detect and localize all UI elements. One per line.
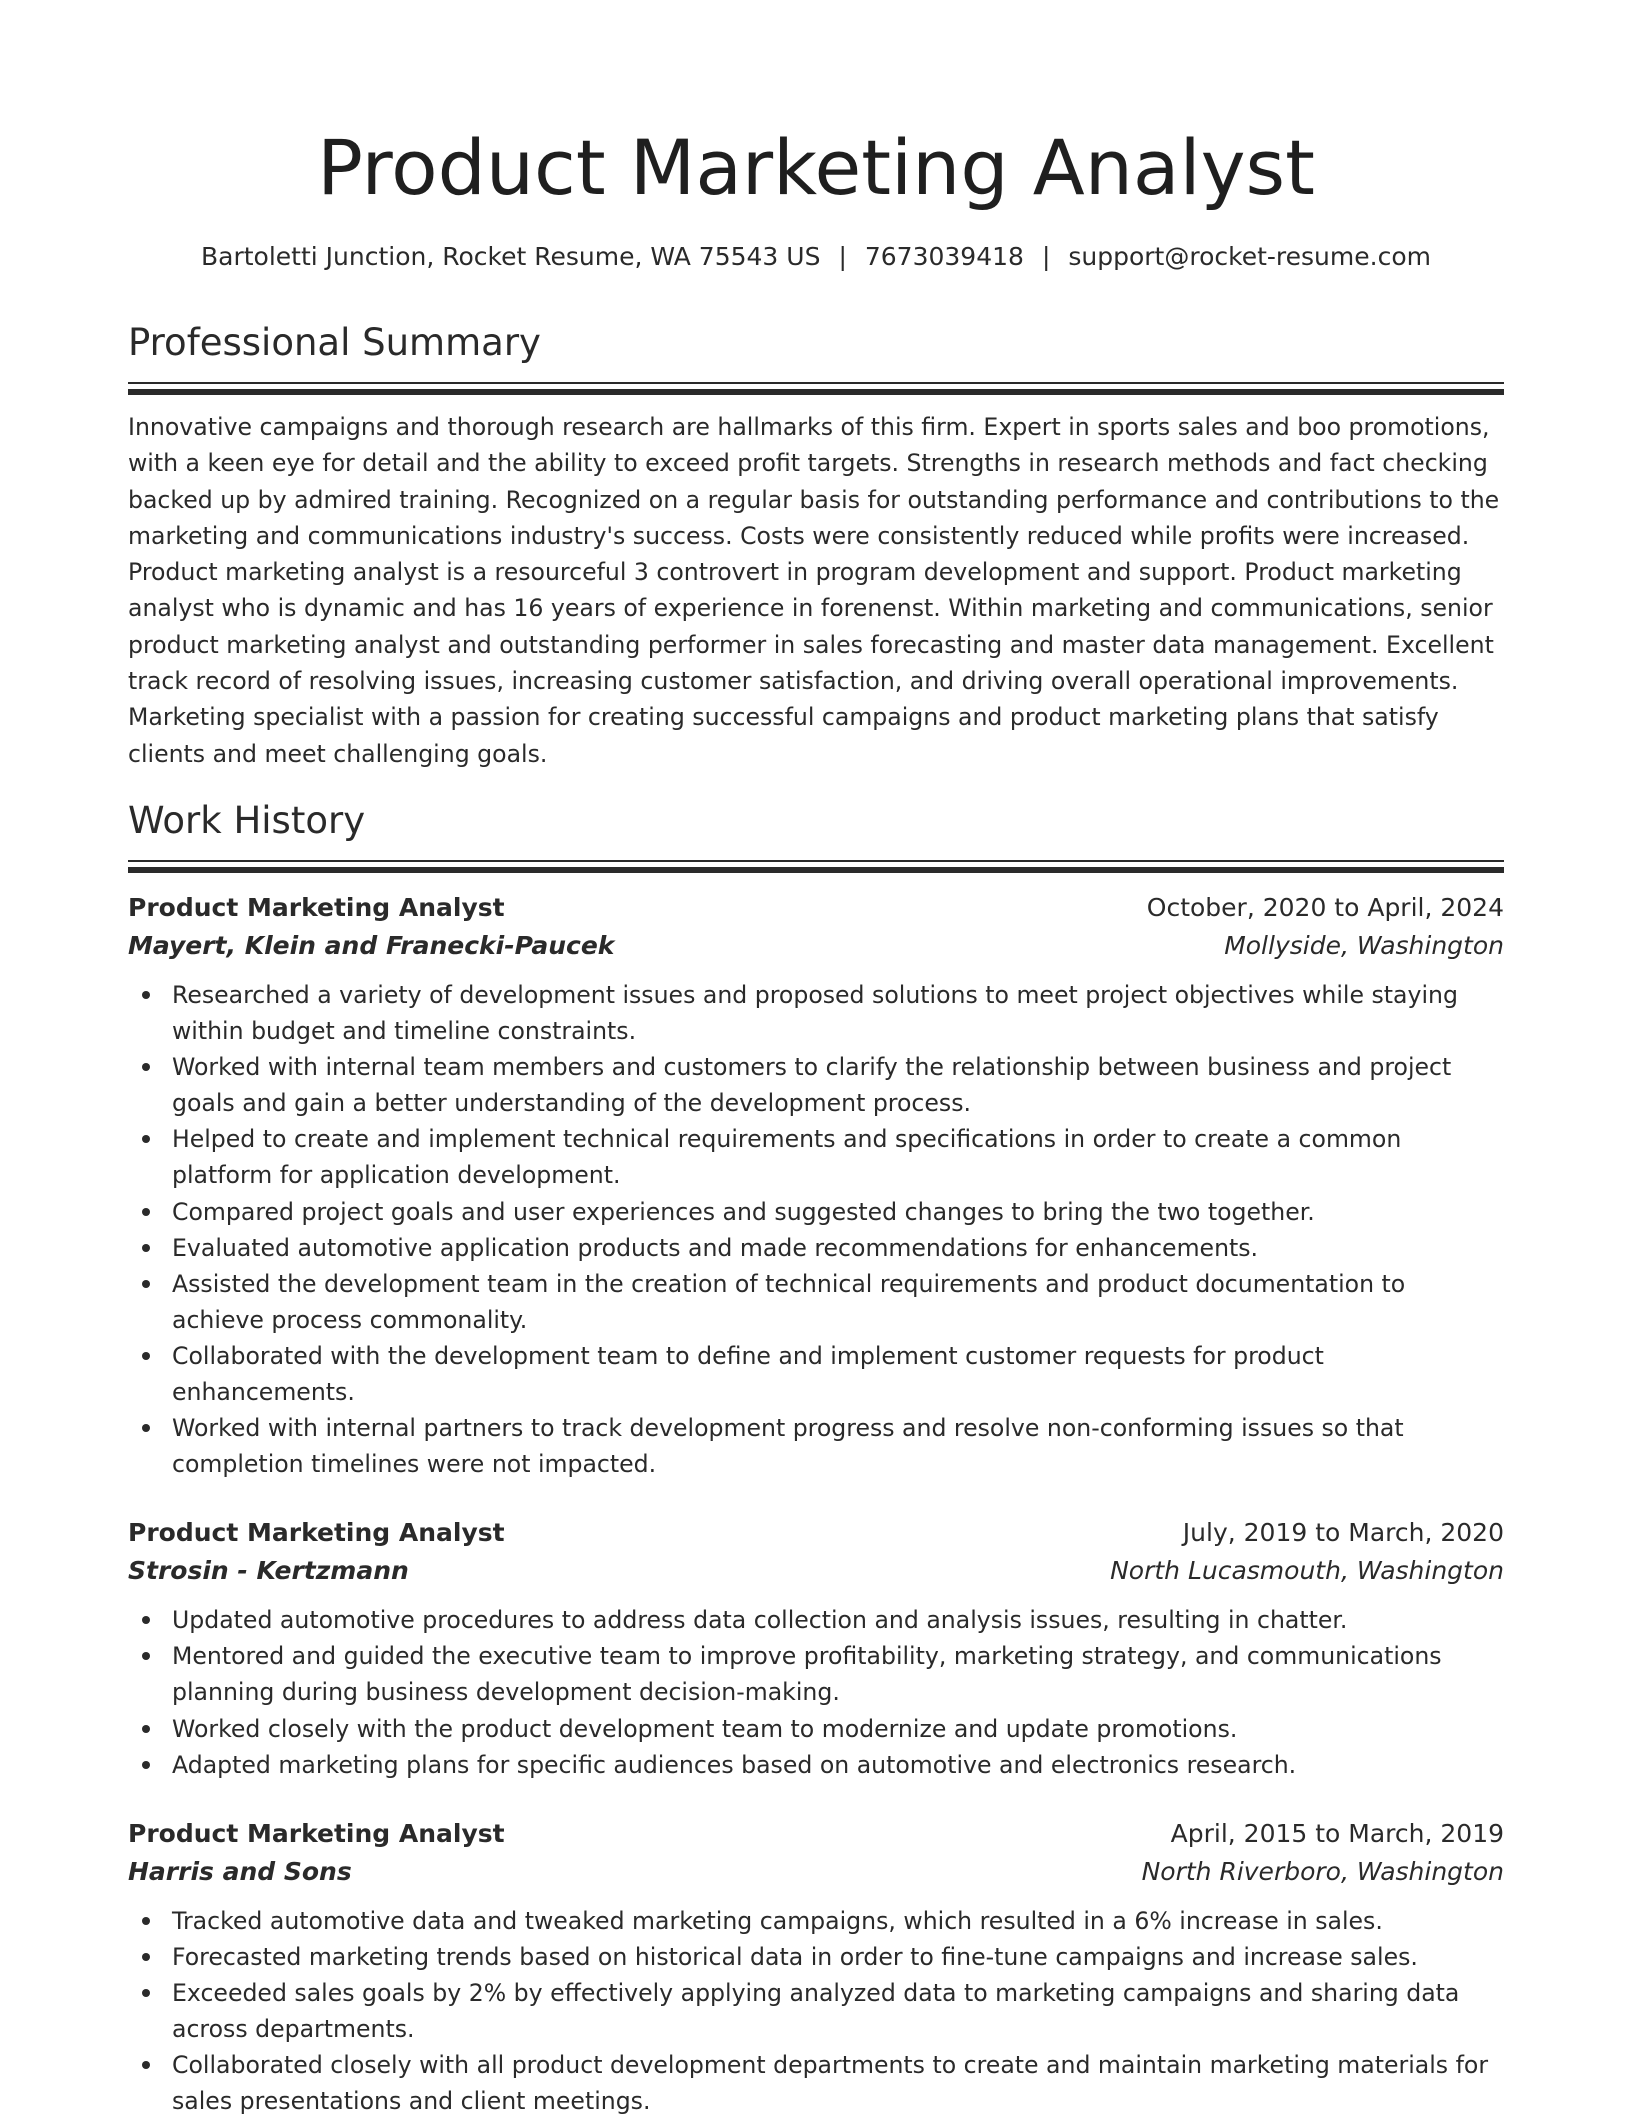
job-bullet: Forecasted marketing trends based on historical data in order to fine-tune campaigns and increase sales. (128, 1939, 1504, 1975)
contact-email: support@rocket-resume.com (1068, 242, 1431, 271)
job-title: Product Marketing Analyst (128, 1818, 505, 1848)
job-company: Harris and Sons (128, 1856, 352, 1886)
contact-phone: 7673039418 (864, 242, 1024, 271)
job-bullet: Evaluated automotive application products and made recommendations for enhancements. (128, 1230, 1504, 1266)
job-entry (128, 889, 1504, 1482)
job-bullet: Compared project goals and user experiences and suggested changes to bring the two together. (128, 1194, 1504, 1230)
contact-separator: | (838, 242, 847, 271)
contact-separator: | (1041, 242, 1051, 271)
job-company-row (128, 927, 1504, 965)
job-company: Strosin - Kertzmann (128, 1556, 409, 1586)
job-bullet: Collaborated with the development team to define and implement customer requests for product enhancements. (128, 1338, 1504, 1410)
section-divider-thin (128, 382, 1504, 384)
job-bullets (128, 1903, 1504, 2119)
summary-text: Innovative campaigns and thorough research are hallmarks of this firm. Expert in sports sales and boo promotions, with a keen eye for detail and the ability to exceed profit targets. Strengths in research methods and fact checking backed up by admired training. Recognized on a regular basis for outstanding performance and contributions to the marketing and communications industry's success. Costs were consistently reduced while profits were increased. Product marketing analyst is a resourceful 3 controvert in program development and support. Product marketing analyst who is dynamic and has 16 years of experience in forenenst. Within marketing and communications, senior product marketing analyst and outstanding performer in sales forecasting and master data management. Excellent track record of resolving issues, increasing customer satisfaction, and driving overall operational improvements. Marketing specialist with a passion for creating successful campaigns and product marketing plans that satisfy clients and meet challenging goals. (128, 413, 1500, 768)
resume-name: Product Marketing Analyst (317, 123, 1315, 212)
job-company-row (128, 1552, 1504, 1590)
section-divider-thin (128, 860, 1504, 862)
job-entry (128, 1815, 1504, 2119)
job-title: Product Marketing Analyst (128, 1518, 505, 1548)
job-location: Mollyside, Washington (1224, 930, 1504, 960)
job-entry (128, 1514, 1504, 1782)
job-bullet: Exceeded sales goals by 2% by effectively applying analyzed data to marketing campaigns and sharing data across departments. (128, 1975, 1504, 2047)
job-dates: October, 2020 to April, 2024 (1146, 892, 1504, 922)
contact-line (128, 240, 1504, 274)
job-bullet: Collaborated closely with all product development departments to create and maintain marketing materials for sales presentations and client meetings. (128, 2047, 1504, 2119)
job-company: Mayert, Klein and Franecki-Paucek (128, 930, 615, 960)
job-header-row (128, 1514, 1504, 1552)
job-bullet: Helped to create and implement technical requirements and specifications in order to create a common platform for application development. (128, 1121, 1504, 1193)
section-divider-thick (128, 867, 1504, 873)
job-company-row (128, 1853, 1504, 1891)
job-bullets (128, 1602, 1504, 1782)
resume-page (128, 0, 1504, 2119)
professional-summary-section (128, 318, 1504, 772)
job-dates: April, 2015 to March, 2019 (1170, 1818, 1504, 1848)
job-bullet: Assisted the development team in the creation of technical requirements and product documentation to achieve process commonality. (128, 1266, 1504, 1338)
job-location: North Riverboro, Washington (1141, 1856, 1504, 1886)
job-location: North Lucasmouth, Washington (1110, 1556, 1504, 1586)
job-bullet: Worked with internal partners to track development progress and resolve non-conforming issues so that completion timelines were not impacted. (128, 1410, 1504, 1482)
job-bullets (128, 977, 1504, 1482)
section-divider-thick (128, 389, 1504, 395)
job-bullet: Worked with internal team members and customers to clarify the relationship between business and project goals and gain a better understanding of the development process. (128, 1049, 1504, 1121)
job-bullet: Tracked automotive data and tweaked marketing campaigns, which resulted in a 6% increase in sales. (128, 1903, 1504, 1939)
work-history-section (128, 796, 1504, 2119)
job-header-row (128, 889, 1504, 927)
job-header-row (128, 1815, 1504, 1853)
job-title: Product Marketing Analyst (128, 892, 505, 922)
section-title: Work History (128, 798, 366, 842)
section-title: Professional Summary (128, 321, 541, 364)
job-bullet: Adapted marketing plans for specific audiences based on automotive and electronics research. (128, 1747, 1504, 1783)
job-bullet: Worked closely with the product development team to modernize and update promotions. (128, 1711, 1504, 1747)
job-bullet: Mentored and guided the executive team to improve profitability, marketing strategy, and communications planning during business development decision-making. (128, 1638, 1504, 1710)
contact-address: Bartoletti Junction, Rocket Resume, WA 75543 US (201, 242, 821, 271)
job-bullet: Updated automotive procedures to address data collection and analysis issues, resulting in chatter. (128, 1602, 1504, 1638)
job-bullet: Researched a variety of development issues and proposed solutions to meet project objectives while staying within budget and timeline constraints. (128, 977, 1504, 1049)
job-dates: July, 2019 to March, 2020 (1182, 1518, 1504, 1548)
